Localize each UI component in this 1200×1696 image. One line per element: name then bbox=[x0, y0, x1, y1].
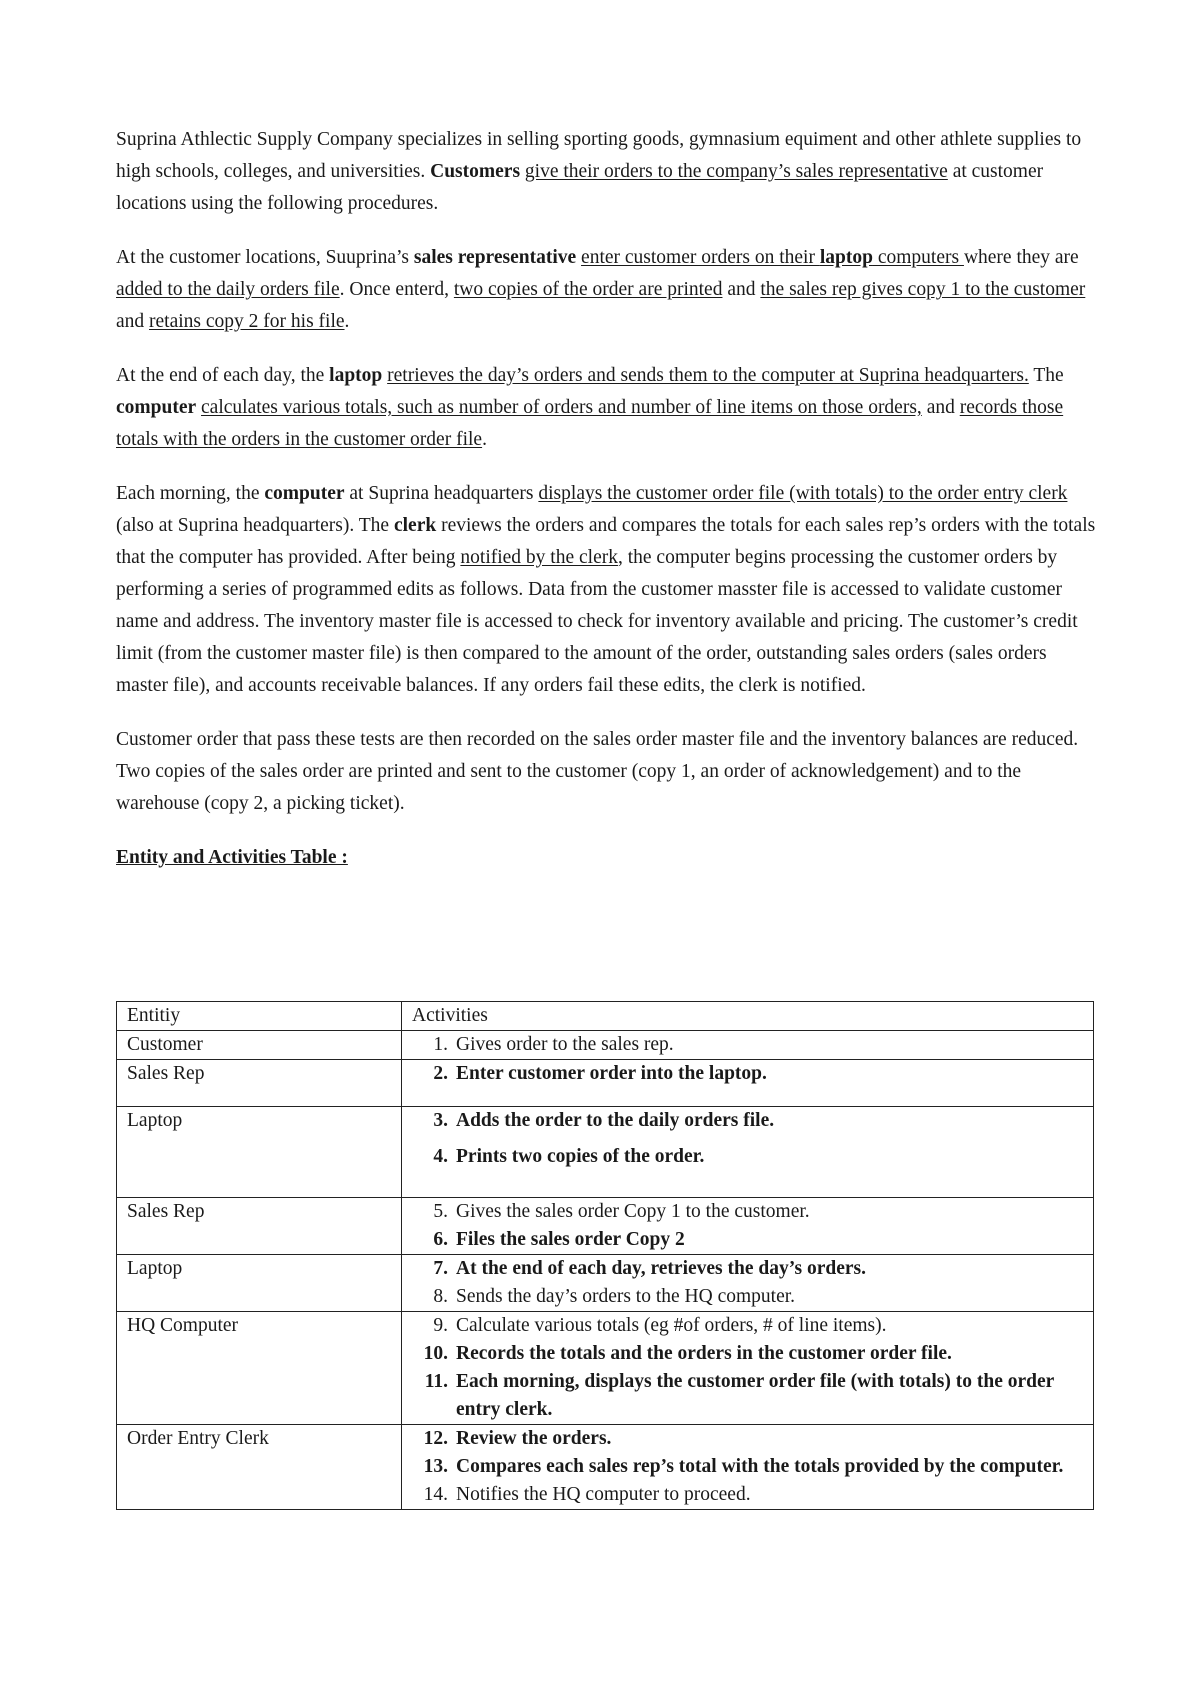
paragraph-morning bbox=[116, 478, 1096, 702]
activities-cell bbox=[402, 1312, 1094, 1425]
activity-number: 5. bbox=[433, 1201, 448, 1222]
activity-item bbox=[412, 1255, 1083, 1283]
activity-item bbox=[412, 1481, 1083, 1509]
activity-text: Adds the order to the daily orders file. bbox=[456, 1110, 775, 1131]
activity-text: Review the orders. bbox=[456, 1428, 612, 1449]
activity-item bbox=[412, 1425, 1083, 1453]
text: Suprina Athlectic Supply Company specializes in selling sporting goods, gymnasium equiment and other athlete supplies to high schools, colleges, and universities. bbox=[116, 129, 1082, 182]
header-entity: Entitiy bbox=[117, 1002, 402, 1031]
activity-text: Gives order to the sales rep. bbox=[456, 1034, 674, 1055]
table-row bbox=[117, 1312, 1094, 1425]
text: and bbox=[921, 397, 960, 418]
underlined-phrase bbox=[581, 247, 964, 268]
text: (also at Suprina headquarters). The bbox=[116, 515, 394, 536]
header-activities: Activities bbox=[402, 1002, 1094, 1031]
activity-text: Notifies the HQ computer to proceed. bbox=[456, 1484, 751, 1505]
text: . bbox=[482, 429, 487, 450]
activity-item bbox=[412, 1060, 1083, 1088]
entity-cell: Laptop bbox=[117, 1255, 402, 1312]
underlined-phrase: retrieves the day’s orders and sends them to the computer at Suprina headquarters. bbox=[387, 365, 1029, 386]
activity-number: 1. bbox=[433, 1034, 448, 1055]
table-row bbox=[117, 1107, 1094, 1198]
text: , the computer begins processing the customer orders by performing a series of programmed edits as follows. Data from the customer masster file is accessed to validate customer name and address. The inventory master file is accessed to check for inventory available and pricing. The customer’s credit limit (from the customer master file) is then compared to the amount of the order, outstanding sales orders (sales orders master file), and accounts receivable balances. If any orders fail these edits, the clerk is notified. bbox=[116, 547, 1078, 696]
text: The bbox=[1028, 365, 1064, 386]
activity-number: 13. bbox=[423, 1456, 448, 1477]
activity-item bbox=[412, 1143, 1083, 1171]
activity-text: Each morning, displays the customer order file (with totals) to the order entry clerk. bbox=[456, 1371, 1054, 1420]
text: At the end of each day, the bbox=[116, 365, 330, 386]
activity-number: 9. bbox=[433, 1315, 448, 1336]
underlined-phrase: records those totals with the orders in the customer order file bbox=[116, 397, 1064, 450]
text: and bbox=[116, 311, 150, 332]
activity-item bbox=[412, 1340, 1083, 1368]
activity-number: 8. bbox=[433, 1286, 448, 1307]
table-row bbox=[117, 1060, 1094, 1107]
activity-text: Enter customer order into the laptop. bbox=[456, 1063, 767, 1084]
text: Each morning, the bbox=[116, 483, 265, 504]
text: and bbox=[722, 279, 761, 300]
activity-number: 7. bbox=[433, 1258, 448, 1279]
entity-cell: Laptop bbox=[117, 1107, 402, 1198]
text: where they are bbox=[963, 247, 1079, 268]
activity-item bbox=[412, 1312, 1083, 1340]
activity-number: 10. bbox=[423, 1343, 448, 1364]
entity-cell: Order Entry Clerk bbox=[117, 1425, 402, 1510]
bold-term: laptop bbox=[329, 365, 383, 386]
activity-item bbox=[412, 1226, 1083, 1254]
activity-item bbox=[412, 1368, 1083, 1424]
underlined-phrase: added to the daily orders file bbox=[116, 279, 340, 300]
activity-number: 12. bbox=[423, 1428, 448, 1449]
bold-term: laptop bbox=[819, 247, 873, 268]
document-body bbox=[116, 124, 1096, 888]
activities-cell bbox=[402, 1425, 1094, 1510]
bold-term: Customers bbox=[430, 161, 521, 182]
activity-item bbox=[412, 1283, 1083, 1311]
entity-cell: Sales Rep bbox=[117, 1198, 402, 1255]
text: At the customer locations, Suuprina’s bbox=[116, 247, 414, 268]
paragraph-pass-tests: Customer order that pass these tests are then recorded on the sales order master file and the inventory balances are reduced. Two copies of the sales order are printed and sent to the customer (copy 1, an order of acknowledgement) and to the warehouse (copy 2, a picking ticket). bbox=[116, 729, 1079, 814]
activities-cell bbox=[402, 1107, 1094, 1198]
text: at Suprina headquarters bbox=[344, 483, 539, 504]
bold-term: clerk bbox=[393, 515, 437, 536]
entity-cell: Customer bbox=[117, 1031, 402, 1060]
bold-term: computer bbox=[116, 397, 197, 418]
text: . bbox=[344, 311, 350, 332]
activity-number: 4. bbox=[433, 1146, 448, 1167]
spacer bbox=[412, 1088, 1083, 1106]
activity-text: At the end of each day, retrieves the day’s orders. bbox=[456, 1258, 866, 1279]
activity-number: 6. bbox=[433, 1229, 448, 1250]
underlined-phrase: the sales rep gives copy 1 to the customer bbox=[760, 279, 1086, 300]
activity-item bbox=[412, 1031, 1083, 1059]
activity-item bbox=[412, 1107, 1083, 1135]
bold-term: sales representative bbox=[413, 247, 577, 268]
text: reviews the orders and compares the totals for each sales rep’s orders with the totals that the computer has provided. After being bbox=[116, 515, 1096, 568]
paragraph-sales-rep bbox=[116, 242, 1096, 338]
paragraph-intro bbox=[116, 124, 1096, 220]
activity-number: 14. bbox=[423, 1484, 448, 1505]
underlined-phrase: calculates various totals, such as number of orders and number of line items on those orders, bbox=[201, 397, 922, 418]
underlined-phrase: notified by the clerk bbox=[460, 547, 618, 568]
underlined-phrase: give their orders to the company’s sales representative bbox=[524, 161, 948, 182]
activity-number: 2. bbox=[433, 1063, 448, 1084]
underlined-phrase: displays the customer order file (with totals) to the order entry clerk bbox=[538, 483, 1068, 504]
activity-text: Records the totals and the orders in the customer order file. bbox=[456, 1343, 952, 1364]
activity-number: 11. bbox=[424, 1371, 448, 1392]
spacer bbox=[412, 1171, 1083, 1197]
paragraph-end-of-day bbox=[116, 360, 1096, 456]
entity-cell: Sales Rep bbox=[117, 1060, 402, 1107]
underlined-phrase: two copies of the order are printed bbox=[453, 279, 723, 300]
text: . Once enterd, bbox=[339, 279, 454, 300]
bold-term: computer bbox=[264, 483, 345, 504]
table-row bbox=[117, 1031, 1094, 1060]
table-row bbox=[117, 1425, 1094, 1510]
activity-text: Prints two copies of the order. bbox=[456, 1146, 705, 1167]
underlined-phrase: retains copy 2 for his file bbox=[149, 311, 345, 332]
table-heading: Entity and Activities Table : bbox=[116, 847, 348, 868]
table-row bbox=[117, 1198, 1094, 1255]
spacer bbox=[412, 1135, 1083, 1143]
activity-item bbox=[412, 1198, 1083, 1226]
activity-text: Calculate various totals (eg #of orders, # of line items). bbox=[456, 1315, 887, 1336]
activity-item bbox=[412, 1453, 1083, 1481]
activities-cell bbox=[402, 1060, 1094, 1107]
activity-text: Files the sales order Copy 2 bbox=[456, 1229, 685, 1250]
text: computers bbox=[872, 247, 964, 268]
entity-activities-table bbox=[116, 1001, 1094, 1510]
activities-cell bbox=[402, 1198, 1094, 1255]
activity-text: Sends the day’s orders to the HQ computer. bbox=[456, 1286, 796, 1307]
activity-number: 3. bbox=[433, 1110, 448, 1131]
activity-text: Gives the sales order Copy 1 to the customer. bbox=[456, 1201, 810, 1222]
entity-cell: HQ Computer bbox=[117, 1312, 402, 1425]
table-header-row bbox=[117, 1002, 1094, 1031]
text: enter customer orders on their bbox=[581, 247, 820, 268]
table-body bbox=[117, 1002, 1094, 1510]
activities-cell bbox=[402, 1255, 1094, 1312]
text: at customer locations using the following procedures. bbox=[116, 161, 1044, 214]
table-row bbox=[117, 1255, 1094, 1312]
activities-cell bbox=[402, 1031, 1094, 1060]
activity-text: Compares each sales rep’s total with the totals provided by the computer. bbox=[456, 1456, 1064, 1477]
